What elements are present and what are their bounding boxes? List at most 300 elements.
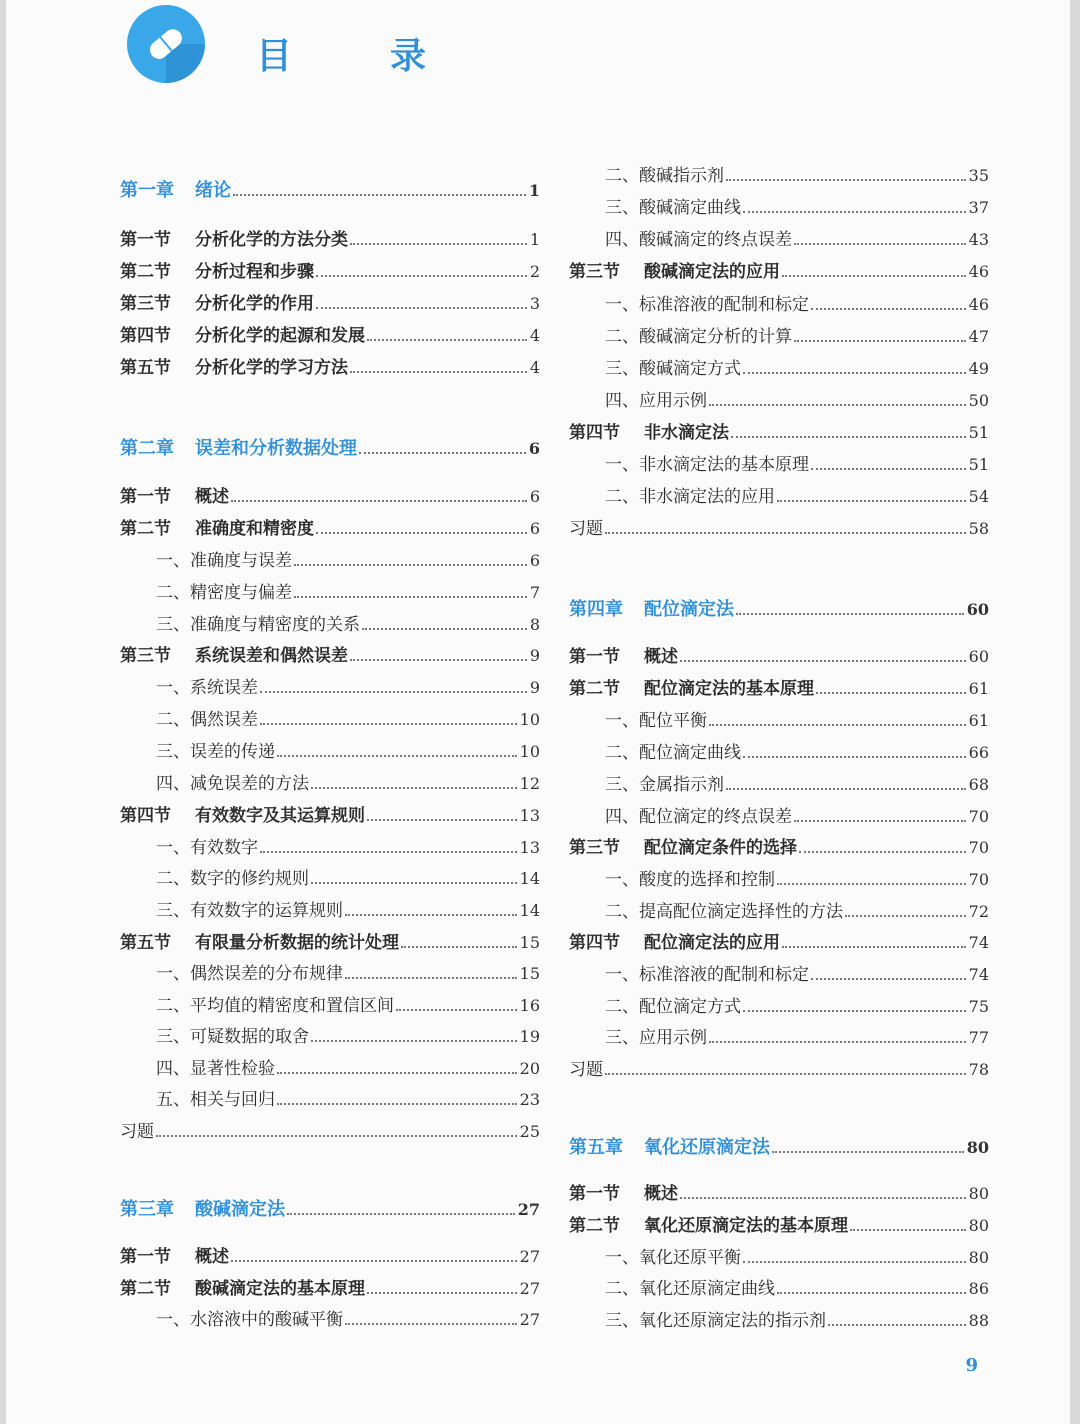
toc-label bbox=[569, 1027, 707, 1049]
toc-page-number: 68 bbox=[968, 775, 989, 794]
toc-page-number: 80 bbox=[968, 1184, 989, 1203]
toc-label bbox=[120, 773, 309, 795]
toc-label bbox=[120, 582, 292, 604]
toc-label bbox=[120, 229, 348, 251]
toc-section bbox=[120, 516, 540, 540]
toc-page-number: 46 bbox=[968, 262, 989, 281]
toc-page-number: 27 bbox=[517, 1200, 540, 1219]
toc-text: 三、酸碱滴定方式 bbox=[605, 359, 741, 379]
toc-label bbox=[569, 1247, 741, 1269]
toc-label bbox=[569, 294, 809, 316]
toc-number: 第一节 bbox=[120, 230, 171, 250]
toc-page-number: 43 bbox=[968, 230, 989, 249]
toc-label bbox=[569, 1310, 826, 1332]
toc-text: 二、氧化还原滴定曲线 bbox=[605, 1279, 775, 1299]
toc-text: 氧化还原滴定法的基本原理 bbox=[644, 1216, 848, 1236]
dot-leader bbox=[777, 882, 966, 885]
toc-text: 误差和分析数据处理 bbox=[195, 438, 357, 459]
toc-page-number: 4 bbox=[529, 326, 540, 345]
toc-number: 第二章 bbox=[120, 438, 174, 459]
toc-label bbox=[120, 900, 343, 922]
toc-text: 一、酸度的选择和控制 bbox=[605, 870, 775, 890]
dot-leader bbox=[743, 755, 966, 758]
toc-page-number: 61 bbox=[968, 679, 989, 698]
dot-leader bbox=[736, 612, 964, 615]
toc-number: 第四节 bbox=[569, 423, 620, 443]
dot-leader bbox=[605, 531, 966, 534]
toc-number: 第四节 bbox=[569, 933, 620, 953]
capsule-icon bbox=[126, 4, 206, 84]
dot-leader bbox=[277, 754, 517, 757]
toc-label bbox=[569, 678, 814, 700]
toc-subsection bbox=[120, 1024, 540, 1048]
toc-subsection bbox=[120, 548, 540, 572]
dot-leader bbox=[680, 1196, 966, 1199]
toc-section bbox=[120, 1244, 540, 1268]
toc-page-number: 66 bbox=[968, 743, 989, 762]
toc-label bbox=[569, 646, 678, 668]
toc-label bbox=[120, 1026, 309, 1048]
toc-subsection bbox=[569, 227, 989, 251]
toc-section bbox=[120, 484, 540, 508]
dot-leader bbox=[231, 1259, 517, 1262]
toc-label bbox=[569, 932, 780, 954]
dot-leader bbox=[772, 1150, 964, 1153]
toc-number: 第一节 bbox=[120, 1247, 171, 1267]
toc-subsection bbox=[569, 388, 989, 412]
toc-text: 习题 bbox=[120, 1122, 154, 1142]
dot-leader bbox=[782, 274, 966, 277]
dot-leader bbox=[799, 850, 966, 853]
toc-page-number: 6 bbox=[529, 519, 540, 538]
toc-label bbox=[569, 774, 724, 796]
toc-page-number: 51 bbox=[968, 423, 989, 442]
dot-leader bbox=[709, 1040, 966, 1043]
toc-page-number: 86 bbox=[968, 1279, 989, 1298]
title-char-2: 录 bbox=[389, 36, 426, 77]
toc-text: 一、非水滴定法的基本原理 bbox=[605, 455, 809, 475]
toc-label bbox=[120, 325, 365, 347]
toc-text: 酸碱滴定法 bbox=[195, 1199, 285, 1220]
toc-number: 第四节 bbox=[120, 806, 171, 826]
toc-chapter bbox=[569, 1135, 989, 1159]
toc-section bbox=[569, 420, 989, 444]
toc-page-number: 75 bbox=[968, 997, 989, 1016]
toc-subsection bbox=[120, 707, 540, 731]
toc-page-number: 10 bbox=[519, 710, 540, 729]
toc-subsection bbox=[120, 771, 540, 795]
toc-page-number: 15 bbox=[519, 933, 540, 952]
toc-section bbox=[569, 259, 989, 283]
toc-subsection bbox=[120, 675, 540, 699]
toc-text: 三、可疑数据的取舍 bbox=[156, 1027, 309, 1047]
toc-text: 分析化学的起源和发展 bbox=[195, 326, 365, 346]
toc-label bbox=[569, 996, 741, 1018]
dot-leader bbox=[811, 977, 966, 980]
toc-page-number: 10 bbox=[519, 742, 540, 761]
dot-leader bbox=[350, 242, 527, 245]
toc-label bbox=[569, 261, 780, 283]
toc-label bbox=[120, 1278, 365, 1300]
dot-leader bbox=[782, 945, 966, 948]
toc-label bbox=[120, 180, 231, 202]
toc-text: 一、标准溶液的配制和标定 bbox=[605, 965, 809, 985]
dot-leader bbox=[277, 1102, 517, 1105]
toc-text: 三、准确度与精密度的关系 bbox=[156, 615, 360, 635]
toc-page-number: 77 bbox=[968, 1028, 989, 1047]
toc-label bbox=[120, 805, 365, 827]
dot-leader bbox=[359, 451, 526, 454]
dot-leader bbox=[709, 403, 966, 406]
toc-subsection bbox=[569, 484, 989, 508]
toc-text: 一、水溶液中的酸碱平衡 bbox=[156, 1310, 343, 1330]
toc-page-number: 14 bbox=[519, 869, 540, 888]
toc-text: 习题 bbox=[569, 1060, 603, 1080]
dot-leader bbox=[709, 723, 966, 726]
toc-text: 一、氧化还原平衡 bbox=[605, 1248, 741, 1268]
toc-text: 配位滴定法的基本原理 bbox=[644, 679, 814, 699]
toc-section bbox=[120, 355, 540, 379]
toc-page-number: 6 bbox=[529, 551, 540, 570]
toc-number: 第二节 bbox=[569, 1216, 620, 1236]
dot-leader bbox=[311, 1039, 517, 1042]
toc-section bbox=[120, 643, 540, 667]
toc-label bbox=[569, 358, 741, 380]
toc-page-number: 19 bbox=[519, 1027, 540, 1046]
toc-section bbox=[569, 1213, 989, 1237]
toc-text: 酸碱滴定法的应用 bbox=[644, 262, 780, 282]
toc-text: 氧化还原滴定法 bbox=[644, 1137, 770, 1158]
toc-label bbox=[569, 390, 707, 412]
toc-subsection bbox=[569, 1276, 989, 1300]
toc-text: 配位滴定条件的选择 bbox=[644, 838, 797, 858]
toc-subsection bbox=[120, 612, 540, 636]
toc-subsection bbox=[569, 356, 989, 380]
toc-label bbox=[569, 742, 741, 764]
toc-text: 四、应用示例 bbox=[605, 391, 707, 411]
toc-subsection bbox=[569, 1245, 989, 1269]
toc-subsection bbox=[569, 962, 989, 986]
toc-number: 第五章 bbox=[569, 1137, 623, 1158]
toc-page-number: 4 bbox=[529, 358, 540, 377]
dot-leader bbox=[794, 819, 966, 822]
toc-number: 第一节 bbox=[120, 487, 171, 507]
toc-subsection bbox=[569, 708, 989, 732]
toc-label bbox=[569, 422, 729, 444]
toc-text: 一、配位平衡 bbox=[605, 711, 707, 731]
toc-text: 二、平均值的精密度和置信区间 bbox=[156, 996, 394, 1016]
toc-label bbox=[120, 995, 394, 1017]
toc-page-number: 7 bbox=[529, 583, 540, 602]
toc-page-number: 49 bbox=[968, 359, 989, 378]
document-page bbox=[6, 0, 1070, 1424]
toc-text: 二、非水滴定法的应用 bbox=[605, 487, 775, 507]
toc-page-number: 27 bbox=[519, 1279, 540, 1298]
toc-text: 概述 bbox=[644, 647, 678, 667]
toc-label bbox=[569, 837, 797, 859]
title-char-1: 目 bbox=[256, 36, 293, 77]
toc-text: 二、提高配位滴定选择性的方法 bbox=[605, 902, 843, 922]
toc-label bbox=[569, 1137, 770, 1159]
toc-page-number: 13 bbox=[519, 838, 540, 857]
toc-subsection bbox=[569, 292, 989, 316]
dot-leader bbox=[345, 913, 517, 916]
toc-label bbox=[120, 837, 258, 859]
dot-leader bbox=[345, 1322, 517, 1325]
toc-page-number: 20 bbox=[519, 1059, 540, 1078]
toc-text: 系统误差和偶然误差 bbox=[195, 646, 348, 666]
toc-subsection bbox=[569, 452, 989, 476]
toc-page-number: 70 bbox=[968, 838, 989, 857]
toc-exercises bbox=[569, 1057, 989, 1081]
toc-subsection bbox=[120, 580, 540, 604]
toc-chapter bbox=[120, 178, 540, 202]
toc-page-number: 54 bbox=[968, 487, 989, 506]
toc-page-number: 8 bbox=[529, 615, 540, 634]
page-number: 9 bbox=[965, 1355, 978, 1376]
toc-text: 二、偶然误差 bbox=[156, 710, 258, 730]
toc-page-number: 70 bbox=[968, 807, 989, 826]
toc-text: 概述 bbox=[195, 1247, 229, 1267]
dot-leader bbox=[316, 274, 527, 277]
page-title bbox=[256, 28, 426, 79]
toc-text: 一、系统误差 bbox=[156, 678, 258, 698]
dot-leader bbox=[811, 307, 966, 310]
toc-page-number: 14 bbox=[519, 901, 540, 920]
toc-page-number: 88 bbox=[968, 1311, 989, 1330]
dot-leader bbox=[260, 690, 527, 693]
toc-page-number: 16 bbox=[519, 996, 540, 1015]
dot-leader bbox=[156, 1134, 517, 1137]
toc-subsection bbox=[120, 993, 540, 1017]
toc-text: 二、配位滴定曲线 bbox=[605, 743, 741, 763]
dot-leader bbox=[367, 338, 527, 341]
toc-page-number: 27 bbox=[519, 1247, 540, 1266]
toc-text: 分析化学的作用 bbox=[195, 294, 314, 314]
toc-number: 第二节 bbox=[120, 1279, 171, 1299]
dot-leader bbox=[311, 881, 517, 884]
dot-leader bbox=[367, 818, 517, 821]
toc-subsection bbox=[120, 1307, 540, 1331]
toc-number: 第三节 bbox=[120, 646, 171, 666]
dot-leader bbox=[345, 976, 517, 979]
toc-page-number: 6 bbox=[529, 487, 540, 506]
toc-label bbox=[120, 1246, 229, 1268]
toc-page-number: 61 bbox=[968, 711, 989, 730]
toc-subsection bbox=[569, 899, 989, 923]
dot-leader bbox=[396, 1008, 517, 1011]
toc-text: 概述 bbox=[195, 487, 229, 507]
dot-leader bbox=[794, 242, 966, 245]
toc-subsection bbox=[569, 163, 989, 187]
dot-leader bbox=[367, 1291, 517, 1294]
toc-label bbox=[569, 454, 809, 476]
toc-page-number: 27 bbox=[519, 1310, 540, 1329]
toc-label bbox=[569, 599, 734, 621]
toc-label bbox=[120, 709, 258, 731]
toc-page-number: 13 bbox=[519, 806, 540, 825]
toc-section bbox=[120, 291, 540, 315]
toc-section bbox=[120, 1276, 540, 1300]
toc-subsection bbox=[569, 740, 989, 764]
toc-label bbox=[569, 710, 707, 732]
toc-page-number: 80 bbox=[968, 1216, 989, 1235]
dot-leader bbox=[294, 595, 527, 598]
toc-chapter bbox=[569, 597, 989, 621]
toc-label bbox=[120, 438, 357, 460]
toc-text: 分析化学的学习方法 bbox=[195, 358, 348, 378]
toc-label bbox=[120, 550, 292, 572]
toc-label bbox=[569, 869, 775, 891]
toc-label bbox=[569, 1059, 603, 1081]
dot-leader bbox=[743, 371, 966, 374]
toc-text: 三、有效数字的运算规则 bbox=[156, 901, 343, 921]
toc-section bbox=[120, 227, 540, 251]
toc-label bbox=[120, 261, 314, 283]
dot-leader bbox=[743, 1260, 966, 1263]
dot-leader bbox=[743, 1009, 966, 1012]
toc-text: 分析化学的方法分类 bbox=[195, 230, 348, 250]
toc-subsection bbox=[569, 324, 989, 348]
toc-label bbox=[120, 614, 360, 636]
toc-label bbox=[120, 518, 314, 540]
toc-subsection bbox=[569, 772, 989, 796]
toc-number: 第三节 bbox=[569, 262, 620, 282]
toc-label bbox=[120, 1199, 285, 1221]
toc-section bbox=[569, 1181, 989, 1205]
toc-text: 三、金属指示剂 bbox=[605, 775, 724, 795]
dot-leader bbox=[260, 722, 517, 725]
toc-label bbox=[569, 901, 843, 923]
toc-subsection bbox=[569, 867, 989, 891]
dot-leader bbox=[362, 627, 527, 630]
toc-text: 四、显著性检验 bbox=[156, 1059, 275, 1079]
toc-page-number: 15 bbox=[519, 964, 540, 983]
toc-label bbox=[569, 229, 792, 251]
toc-subsection bbox=[569, 195, 989, 219]
toc-label bbox=[569, 1215, 848, 1237]
toc-subsection bbox=[569, 804, 989, 828]
toc-page-number: 3 bbox=[529, 294, 540, 313]
dot-leader bbox=[311, 786, 517, 789]
toc-label bbox=[120, 677, 258, 699]
toc-text: 配位滴定法 bbox=[644, 599, 734, 620]
toc-text: 分析过程和步骤 bbox=[195, 262, 314, 282]
toc-page-number: 23 bbox=[519, 1090, 540, 1109]
toc-number: 第二节 bbox=[569, 679, 620, 699]
toc-text: 二、酸碱滴定分析的计算 bbox=[605, 327, 792, 347]
toc-page-number: 80 bbox=[966, 1138, 989, 1157]
toc-text: 习题 bbox=[569, 519, 603, 539]
dot-leader bbox=[811, 467, 966, 470]
toc-page-number: 78 bbox=[968, 1060, 989, 1079]
toc-page-number: 60 bbox=[966, 600, 989, 619]
toc-section bbox=[120, 259, 540, 283]
dot-leader bbox=[401, 945, 517, 948]
toc-subsection bbox=[120, 739, 540, 763]
toc-page-number: 58 bbox=[968, 519, 989, 538]
dot-leader bbox=[828, 1323, 966, 1326]
toc-number: 第四节 bbox=[120, 326, 171, 346]
toc-text: 非水滴定法 bbox=[644, 423, 729, 443]
toc-label bbox=[569, 165, 724, 187]
toc-number: 第三节 bbox=[120, 294, 171, 314]
toc-label bbox=[120, 645, 348, 667]
toc-subsection bbox=[120, 835, 540, 859]
toc-page-number: 1 bbox=[529, 230, 540, 249]
toc-number: 第一节 bbox=[569, 647, 620, 667]
toc-section bbox=[569, 835, 989, 859]
toc-page-number: 9 bbox=[529, 678, 540, 697]
toc-section bbox=[120, 803, 540, 827]
toc-subsection bbox=[569, 994, 989, 1018]
toc-page-number: 50 bbox=[968, 391, 989, 410]
dot-leader bbox=[731, 435, 966, 438]
toc-page-number: 37 bbox=[968, 198, 989, 217]
toc-label bbox=[569, 1278, 775, 1300]
toc-text: 绪论 bbox=[195, 180, 231, 201]
dot-leader bbox=[726, 178, 966, 181]
dot-leader bbox=[816, 691, 966, 694]
dot-leader bbox=[277, 1071, 517, 1074]
toc-label bbox=[569, 806, 792, 828]
toc-page-number: 51 bbox=[968, 455, 989, 474]
dot-leader bbox=[316, 531, 527, 534]
dot-leader bbox=[350, 370, 527, 373]
toc-label bbox=[120, 1058, 275, 1080]
toc-page-number: 35 bbox=[968, 166, 989, 185]
toc-label bbox=[120, 932, 399, 954]
toc-text: 一、标准溶液的配制和标定 bbox=[605, 295, 809, 315]
toc-label bbox=[120, 868, 309, 890]
toc-page-number: 74 bbox=[968, 965, 989, 984]
toc-page-number: 46 bbox=[968, 295, 989, 314]
toc-label bbox=[569, 964, 809, 986]
toc-page-number: 70 bbox=[968, 870, 989, 889]
dot-leader bbox=[726, 787, 966, 790]
dot-leader bbox=[845, 914, 966, 917]
toc-page-number: 72 bbox=[968, 902, 989, 921]
toc-text: 五、相关与回归 bbox=[156, 1090, 275, 1110]
dot-leader bbox=[287, 1212, 515, 1215]
toc-section bbox=[569, 930, 989, 954]
toc-subsection bbox=[120, 961, 540, 985]
toc-section bbox=[569, 644, 989, 668]
toc-chapter bbox=[120, 1197, 540, 1221]
dot-leader bbox=[777, 1291, 966, 1294]
toc-section bbox=[569, 676, 989, 700]
toc-chapter bbox=[120, 436, 540, 460]
toc-label bbox=[120, 1121, 154, 1143]
toc-text: 三、应用示例 bbox=[605, 1028, 707, 1048]
toc-label bbox=[569, 486, 775, 508]
toc-number: 第一章 bbox=[120, 180, 174, 201]
toc-label bbox=[569, 1183, 678, 1205]
dot-leader bbox=[777, 499, 966, 502]
toc-page-number: 80 bbox=[968, 1248, 989, 1267]
dot-leader bbox=[680, 659, 966, 662]
dot-leader bbox=[850, 1228, 966, 1231]
toc-page-number: 2 bbox=[529, 262, 540, 281]
dot-leader bbox=[350, 658, 527, 661]
toc-text: 二、酸碱指示剂 bbox=[605, 166, 724, 186]
toc-text: 一、准确度与误差 bbox=[156, 551, 292, 571]
toc-page-number: 74 bbox=[968, 933, 989, 952]
toc-page-number: 47 bbox=[968, 327, 989, 346]
toc-page-number: 25 bbox=[519, 1122, 540, 1141]
toc-page-number: 1 bbox=[528, 181, 540, 200]
dot-leader bbox=[233, 193, 526, 196]
